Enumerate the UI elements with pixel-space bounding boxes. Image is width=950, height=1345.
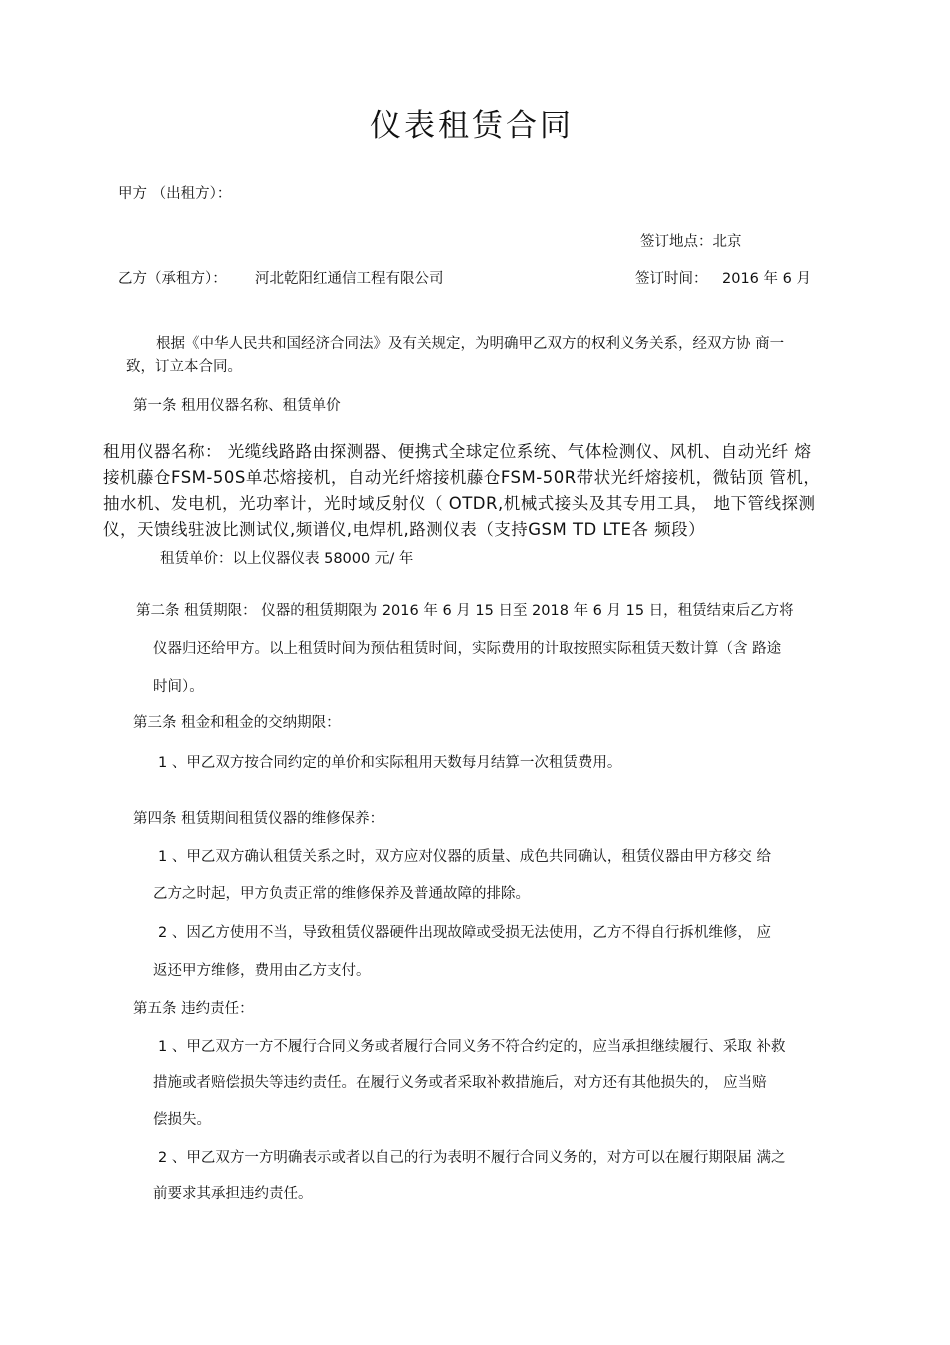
article5-item: 措施或者赔偿损失等违约责任。在履行义务或者采取补救措施后，对方还有其他损失的， 应当赔 <box>153 1075 767 1091</box>
article2-line: 第二条 租赁期限： 仪器的租赁期限为 2016 年 6 月 15 日至 2018 年 6 月 15 日，租赁结束后乙方将 <box>136 603 794 619</box>
instrument-names-line: 接机藤仓FSM-50S单芯熔接机，自动光纤熔接机藤仓FSM-50R带状光纤熔接机，微钻顶 管机， <box>103 468 821 487</box>
sign-place: 签订地点：北京 <box>640 234 742 250</box>
article2-line: 仪器归还给甲方。以上租赁时间为预估租赁时间，实际费用的计取按照实际租赁天数计算（含 路途 <box>153 641 782 657</box>
sign-time-value: 2016 年 6 月 <box>722 271 811 287</box>
instrument-names-line: 仪，天馈线驻波比测试仪,频谱仪,电焊机,路测仪表（支持GSM TD LTE各 频段） <box>103 520 706 539</box>
article2-line: 时间）。 <box>153 679 204 695</box>
article4-item: 2 、因乙方使用不当，导致租赁仪器硬件出现故障或受损无法使用，乙方不得自行拆机维修， 应 <box>158 925 771 941</box>
article5-heading: 第五条 违约责任： <box>133 1001 254 1017</box>
sign-time-label: 签订时间： <box>635 271 708 287</box>
article1-heading: 第一条 租用仪器名称、租赁单价 <box>133 398 341 414</box>
article4-item: 1 、甲乙双方确认租赁关系之时，双方应对仪器的质量、成色共同确认，租赁仪器由甲方移交 给 <box>158 849 771 865</box>
article4-item: 返还甲方维修，费用由乙方支付。 <box>153 963 371 979</box>
article3-item: 1 、甲乙双方按合同约定的单价和实际租用天数每月结算一次租赁费用。 <box>158 755 622 771</box>
article5-item: 2 、甲乙双方一方明确表示或者以自己的行为表明不履行合同义务的，对方可以在履行期限届 满之 <box>158 1150 786 1166</box>
article3-heading: 第三条 租金和租金的交纳期限： <box>133 715 341 731</box>
article4-heading: 第四条 租赁期间租赁仪器的维修保养： <box>133 811 385 827</box>
contract-title: 仪表租赁合同 <box>370 108 574 144</box>
party-b-name: 河北乾阳红通信工程有限公司 <box>255 271 444 287</box>
instrument-names-line: 抽水机、发电机，光功率计，光时域反射仪（ OTDR,机械式接头及其专用工具， 地下管线探测 <box>103 494 816 513</box>
article4-item: 乙方之时起，甲方负责正常的维修保养及普通故障的排除。 <box>153 886 530 902</box>
party-a-label: 甲方 （出租方）： <box>118 186 232 202</box>
intro-line: 致，订立本合同。 <box>126 359 242 375</box>
article5-item: 偿损失。 <box>153 1112 211 1128</box>
article5-item: 1 、甲乙双方一方不履行合同义务或者履行合同义务不符合约定的，应当承担继续履行、采取 补救 <box>158 1039 786 1055</box>
party-b-label: 乙方（承租方）： <box>118 271 227 287</box>
instrument-names-line: 租用仪器名称： 光缆线路路由探测器、便携式全球定位系统、气体检测仪、风机、自动光纤 熔 <box>103 442 812 461</box>
article5-item: 前要求其承担违约责任。 <box>153 1186 313 1202</box>
rental-price: 租赁单价：以上仪器仪表 58000 元/ 年 <box>160 551 414 567</box>
intro-line: 根据《中华人民共和国经济合同法》及有关规定，为明确甲乙双方的权利义务关系，经双方协 商一 <box>156 336 785 352</box>
